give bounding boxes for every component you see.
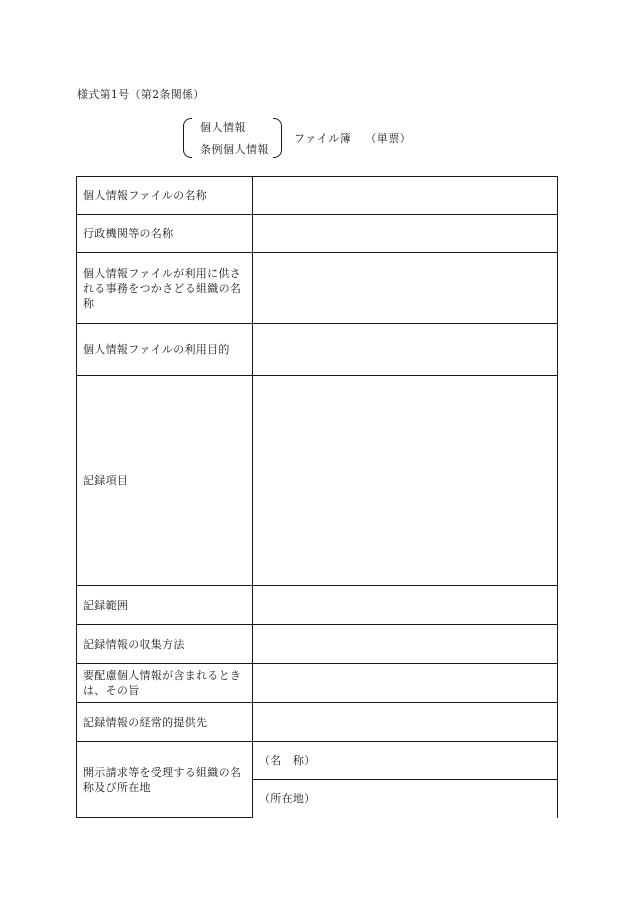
table-row [77,664,558,703]
disclosure-name-field[interactable]: （名 称） [253,742,558,780]
row-value-organization-name[interactable] [253,253,558,324]
document-title [183,116,443,160]
row-value-collection-method[interactable] [253,625,558,664]
title-main-text: ファイル簿 [294,132,352,145]
table-row [77,376,558,586]
row-label: 個人情報ファイルの利用目的 [77,324,253,376]
row-label: 個人情報ファイルが利用に供される事務をつかさどる組織の名称 [77,253,253,324]
title-main [294,130,411,146]
table-row [77,324,558,376]
row-label: 個人情報ファイルの名称 [77,177,253,215]
title-option-personal-info: 個人情報 [200,121,246,134]
table-row [77,625,558,664]
table-row [77,177,558,215]
row-value-record-items[interactable] [253,376,558,586]
table-row [77,253,558,324]
brace-right [273,118,282,158]
row-label: 開示請求等を受理する組織の名称及び所在地 [77,742,253,818]
row-value-file-name[interactable] [253,177,558,215]
row-label: 要配慮個人情報が含まれるときは、その旨 [77,664,253,703]
brace-left [183,118,192,158]
row-value-agency-name[interactable] [253,215,558,253]
row-label: 記録情報の経常的提供先 [77,703,253,742]
table-row [77,742,558,780]
form-number-label: 様式第1号（第2条関係） [77,88,205,101]
row-value-regular-recipients[interactable] [253,703,558,742]
row-label: 記録範囲 [77,586,253,625]
table-row [77,215,558,253]
table-row [77,703,558,742]
row-label: 行政機関等の名称 [77,215,253,253]
table-row [77,586,558,625]
row-value-sensitive-info[interactable] [253,664,558,703]
row-label: 記録項目 [77,376,253,586]
title-option-ordinance-personal-info: 条例個人情報 [200,143,269,156]
row-value-record-scope[interactable] [253,586,558,625]
file-register-table [76,176,558,818]
row-value-purpose[interactable] [253,324,558,376]
row-label: 記録情報の収集方法 [77,625,253,664]
title-paren: （単票） [365,132,412,145]
disclosure-address-field[interactable]: （所在地） [253,780,558,818]
